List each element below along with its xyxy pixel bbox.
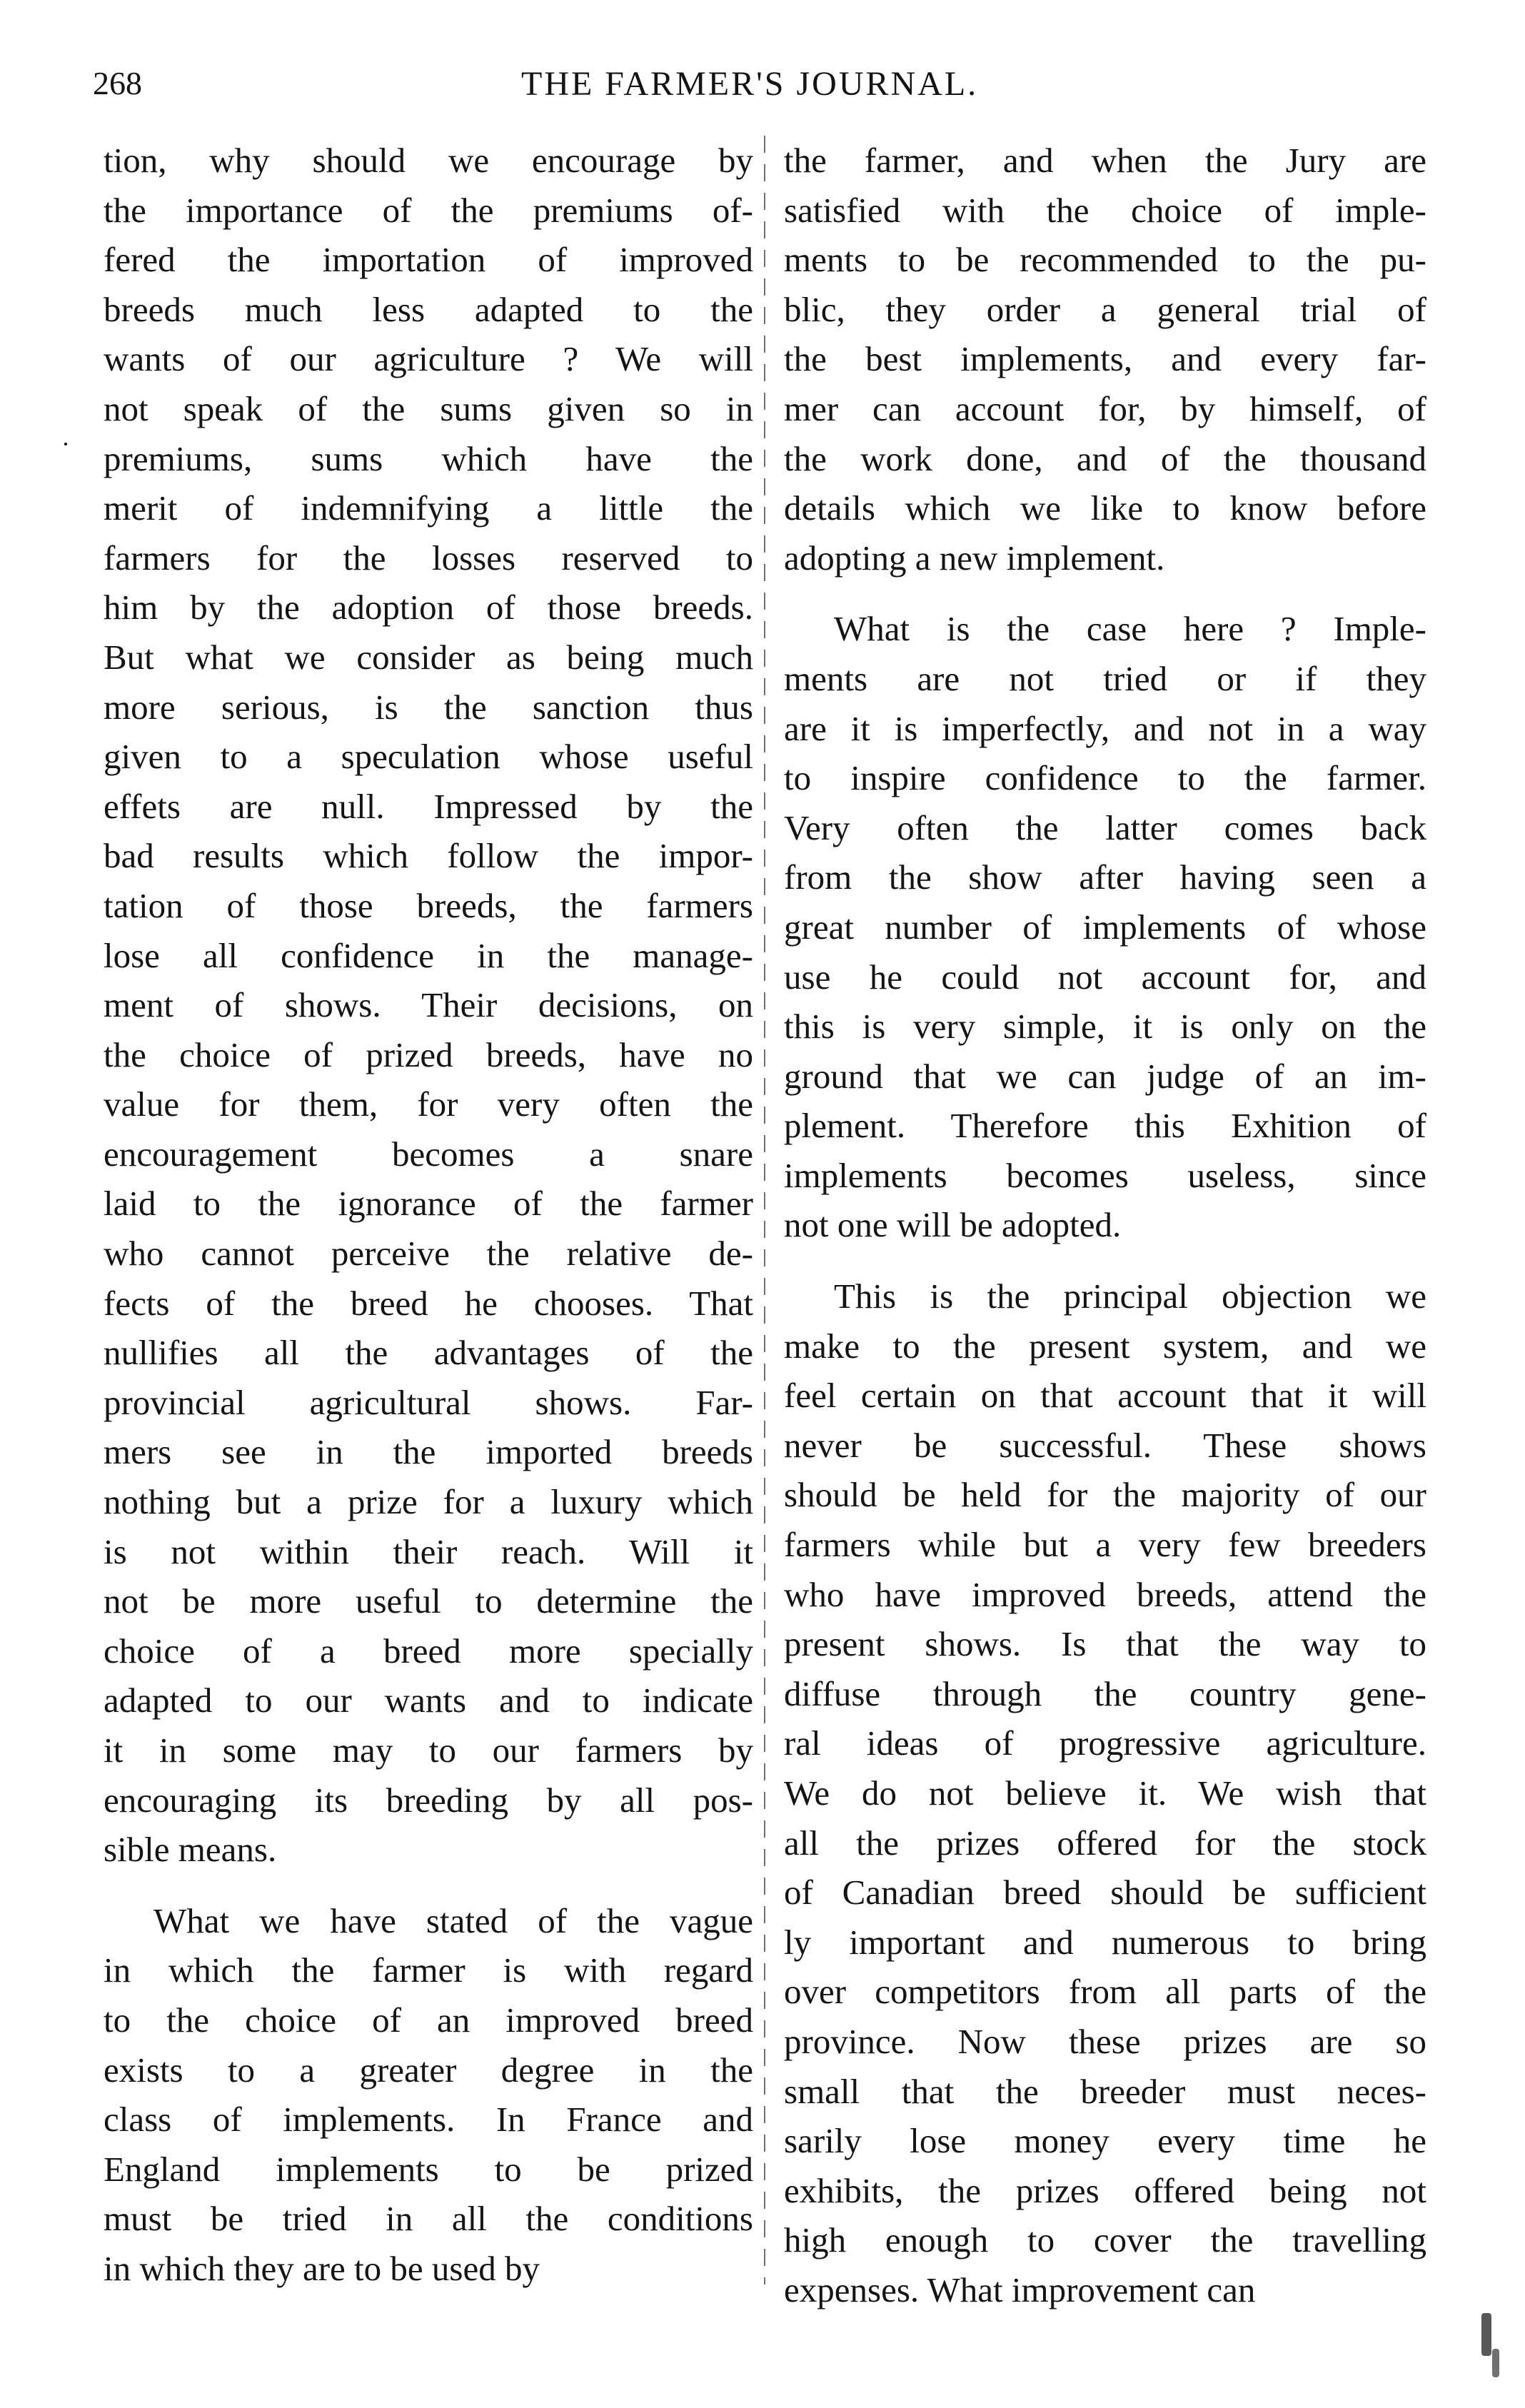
text-line: choice of a breed more specially <box>104 1631 753 1671</box>
ink-speck <box>1481 2313 1491 2356</box>
text-line: all the prizes offered for the stock <box>784 1823 1426 1863</box>
text-line: in which the farmer is with regard <box>104 1950 753 1990</box>
text-line: farmers for the losses reserved to <box>104 538 753 578</box>
ink-speck <box>64 443 67 445</box>
text-line: present shows. Is that the way to <box>784 1624 1426 1664</box>
text-line: high enough to cover the travelling <box>784 2220 1426 2260</box>
text-line: who have improved breeds, attend the <box>784 1574 1426 1614</box>
text-line: What is the case here ? Imple- <box>834 609 1426 649</box>
text-line: blic, they order a general trial of <box>784 289 1426 329</box>
text-line: value for them, for very often the <box>104 1084 753 1124</box>
text-line: this is very simple, it is only on the <box>784 1007 1426 1047</box>
text-line: in which they are to be used by <box>104 2248 540 2288</box>
paragraph-gap <box>104 1875 753 1896</box>
text-line: are it is imperfectly, and not in a way <box>784 708 1426 748</box>
text-line: more serious, is the sanction thus <box>104 687 753 727</box>
text-line: class of implements. In France and <box>104 2100 753 2140</box>
text-line: from the show after having seen a <box>784 857 1426 897</box>
text-line: the farmer, and when the Jury are <box>784 141 1426 180</box>
text-line: ly important and numerous to bring <box>784 1922 1426 1962</box>
text-line: never be successful. These shows <box>784 1425 1426 1465</box>
text-line: the work done, and of the thousand <box>784 438 1426 478</box>
text-line: exhibits, the prizes offered being not <box>784 2170 1426 2210</box>
text-line: bad results which follow the impor- <box>104 836 753 876</box>
text-line: the best implements, and every far- <box>784 339 1426 379</box>
text-line: merit of indemnifying a little the <box>104 488 753 528</box>
text-line: not be more useful to determine the <box>104 1581 753 1621</box>
paragraph-gap <box>784 1250 1426 1271</box>
text-line: who cannot perceive the relative de- <box>104 1234 753 1274</box>
text-line: adapted to our wants and to indicate <box>104 1681 753 1721</box>
text-line: breeds much less adapted to the <box>104 289 753 329</box>
text-line: diffuse through the country gene- <box>784 1673 1426 1713</box>
text-line: use he could not account for, and <box>784 957 1426 997</box>
ink-speck <box>1492 2349 1499 2377</box>
text-line: premiums, sums which have the <box>104 438 753 478</box>
paragraph <box>104 1896 753 2294</box>
text-line: to the choice of an improved breed <box>104 2000 753 2040</box>
text-line: expenses. What improvement can <box>784 2270 1256 2309</box>
paragraph <box>104 136 753 1875</box>
text-line: satisfied with the choice of imple- <box>784 190 1426 230</box>
text-line: mer can account for, by himself, of <box>784 388 1426 428</box>
text-line: not one will be adopted. <box>784 1205 1122 1245</box>
text-line: What we have stated of the vague <box>153 1900 753 1940</box>
right-column <box>784 136 1426 2315</box>
text-line: mers see in the imported breeds <box>104 1432 753 1472</box>
text-line: nothing but a prize for a luxury which <box>104 1482 753 1522</box>
paragraph <box>784 136 1426 583</box>
text-line: over competitors from all parts of the <box>784 1972 1426 2012</box>
text-line: must be tried in all the conditions <box>104 2199 753 2239</box>
page-number: 268 <box>93 65 142 101</box>
text-line: provincial agricultural shows. Far- <box>104 1382 753 1422</box>
text-line: sarily lose money every time he <box>784 2121 1426 2161</box>
text-line: We do not believe it. We wish that <box>784 1773 1426 1813</box>
text-line: fered the importation of improved <box>104 240 753 280</box>
text-line: encouragement becomes a snare <box>104 1134 753 1174</box>
text-line: ment of shows. Their decisions, on <box>104 985 753 1025</box>
text-line: But what we consider as being much <box>104 637 753 677</box>
left-column <box>104 136 753 2294</box>
text-line: not speak of the sums given so in <box>104 388 753 428</box>
text-line: ments are not tried or if they <box>784 658 1426 698</box>
text-line: tion, why should we encourage by <box>104 141 753 180</box>
text-line: province. Now these prizes are so <box>784 2021 1426 2061</box>
text-line: ral ideas of progressive agriculture. <box>784 1723 1426 1763</box>
text-line: lose all confidence in the manage- <box>104 935 753 975</box>
text-line: fects of the breed he chooses. That <box>104 1283 753 1323</box>
text-line: feel certain on that account that it will <box>784 1376 1426 1416</box>
text-line: make to the present system, and we <box>784 1326 1426 1366</box>
text-line: it in some may to our farmers by <box>104 1731 753 1770</box>
text-line: great number of implements of whose <box>784 907 1426 947</box>
text-line: should be held for the majority of our <box>784 1475 1426 1515</box>
text-line: adopting a new implement. <box>784 538 1165 578</box>
text-line: ments to be recommended to the pu- <box>784 240 1426 280</box>
paragraph <box>784 1271 1426 2314</box>
text-line: tation of those breeds, the farmers <box>104 885 753 925</box>
text-line: encouraging its breeding by all pos- <box>104 1780 753 1820</box>
text-line: farmers while but a very few breeders <box>784 1525 1426 1565</box>
text-line: implements becomes useless, since <box>784 1155 1426 1195</box>
text-line: is not within their reach. Will it <box>104 1531 753 1571</box>
text-line: the importance of the premiums of- <box>104 190 753 230</box>
paragraph <box>784 604 1426 1250</box>
text-line: This is the principal objection we <box>834 1276 1426 1316</box>
text-line: plement. Therefore this Exhition of <box>784 1106 1426 1146</box>
text-line: England implements to be prized <box>104 2149 753 2189</box>
text-line: laid to the ignorance of the farmer <box>104 1184 753 1224</box>
text-line: details which we like to know before <box>784 488 1426 528</box>
text-line: of Canadian breed should be sufficient <box>784 1873 1426 1913</box>
text-line: sible means. <box>104 1830 277 1870</box>
journal-title: THE FARMER'S JOURNAL. <box>521 65 979 103</box>
text-line: exists to a greater degree in the <box>104 2050 753 2090</box>
text-line: effets are null. Impressed by the <box>104 786 753 826</box>
text-line: nullifies all the advantages of the <box>104 1333 753 1373</box>
text-line: small that the breeder must neces- <box>784 2071 1426 2111</box>
text-line: to inspire confidence to the farmer. <box>784 758 1426 798</box>
text-line: him by the adoption of those breeds. <box>104 588 753 628</box>
text-line: ground that we can judge of an im- <box>784 1056 1426 1096</box>
paragraph-gap <box>784 583 1426 604</box>
text-line: wants of our agriculture ? We will <box>104 339 753 379</box>
column-divider <box>764 136 765 2284</box>
page-header <box>93 64 1428 129</box>
text-line: Very often the latter comes back <box>784 807 1426 847</box>
text-line: the choice of prized breeds, have no <box>104 1034 753 1074</box>
text-line: given to a speculation whose useful <box>104 737 753 777</box>
